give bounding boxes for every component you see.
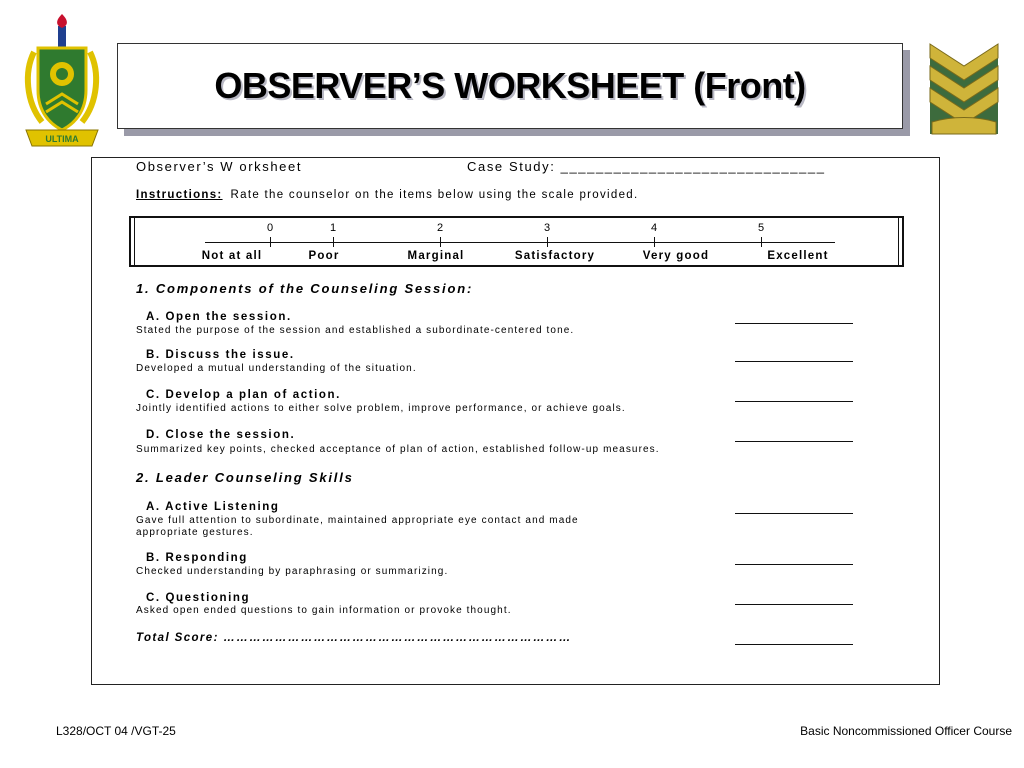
scale-number: 5 bbox=[757, 222, 765, 234]
scale-tick bbox=[654, 237, 655, 247]
footer-code: L328/OCT 04 /VGT-25 bbox=[56, 724, 176, 738]
item-close-session: D. Close the session. bbox=[146, 429, 296, 441]
score-blank[interactable] bbox=[735, 564, 853, 565]
scale-tick bbox=[761, 237, 762, 247]
rating-scale bbox=[129, 216, 904, 267]
section-2-title: 2. Leader Counseling Skills bbox=[136, 470, 354, 485]
scale-label: Very good bbox=[642, 250, 710, 262]
item-description-continued: appropriate gestures. bbox=[136, 527, 254, 538]
score-blank[interactable] bbox=[735, 513, 853, 514]
observer-worksheet bbox=[91, 157, 940, 685]
footer-course: Basic Noncommissioned Officer Course bbox=[800, 724, 1012, 738]
instructions bbox=[136, 189, 638, 201]
score-blank[interactable] bbox=[735, 401, 853, 402]
item-questioning: C. Questioning bbox=[146, 592, 251, 604]
item-discuss-issue: B. Discuss the issue. bbox=[146, 349, 295, 361]
score-blank[interactable] bbox=[735, 361, 853, 362]
item-description: Asked open ended questions to gain information or provoke thought. bbox=[136, 605, 512, 616]
scale-tick bbox=[270, 237, 271, 247]
scale-label: Poor bbox=[308, 250, 340, 262]
score-blank[interactable] bbox=[735, 604, 853, 605]
item-open-session: A. Open the session. bbox=[146, 311, 292, 323]
scale-number: 0 bbox=[266, 222, 274, 234]
scale-number: 2 bbox=[436, 222, 444, 234]
scale-label: Not at all bbox=[201, 250, 263, 262]
item-description: Developed a mutual understanding of the situation. bbox=[136, 363, 417, 374]
scale-number: 3 bbox=[543, 222, 551, 234]
score-blank[interactable] bbox=[735, 323, 853, 324]
scale-label: Satisfactory bbox=[514, 250, 596, 262]
scale-tick bbox=[547, 237, 548, 247]
page-title: OBSERVER’S WORKSHEET (Front) bbox=[214, 65, 806, 106]
total-score-blank[interactable] bbox=[735, 644, 853, 645]
scale-label: Marginal bbox=[407, 250, 465, 262]
scale-label: Excellent bbox=[767, 250, 829, 262]
item-active-listening: A. Active Listening bbox=[146, 501, 280, 513]
item-plan-of-action: C. Develop a plan of action. bbox=[146, 389, 341, 401]
scale-tick bbox=[333, 237, 334, 247]
staff-sergeant-chevrons-icon bbox=[926, 38, 1002, 136]
case-study-field: Case Study: ______________________________ bbox=[467, 159, 826, 174]
total-score: Total Score: ……………………………………………………………………… bbox=[136, 632, 572, 644]
item-description: Summarized key points, checked acceptance of plan of action, established follow-up measures. bbox=[136, 444, 660, 455]
crest-motto: ULTIMA bbox=[45, 134, 79, 144]
item-description: Jointly identified actions to either solve problem, improve performance, or achieve goals. bbox=[136, 403, 626, 414]
scale-number: 4 bbox=[650, 222, 658, 234]
scale-line bbox=[205, 242, 835, 243]
score-blank[interactable] bbox=[735, 441, 853, 442]
item-description: Stated the purpose of the session and established a subordinate-centered tone. bbox=[136, 325, 575, 336]
scale-number: 1 bbox=[329, 222, 337, 234]
section-1-title: 1. Components of the Counseling Session: bbox=[136, 281, 474, 296]
item-description: Checked understanding by paraphrasing or summarizing. bbox=[136, 566, 449, 577]
title-box bbox=[117, 43, 903, 129]
item-responding: B. Responding bbox=[146, 552, 248, 564]
instructions-text: Rate the counselor on the items below using the scale provided. bbox=[230, 189, 639, 201]
worksheet-heading: Observer’s W orksheet bbox=[136, 159, 303, 174]
ncoa-crest-icon bbox=[20, 12, 104, 152]
instructions-label: Instructions: bbox=[136, 189, 223, 201]
item-description: Gave full attention to subordinate, maintained appropriate eye contact and made bbox=[136, 515, 579, 526]
scale-tick bbox=[440, 237, 441, 247]
